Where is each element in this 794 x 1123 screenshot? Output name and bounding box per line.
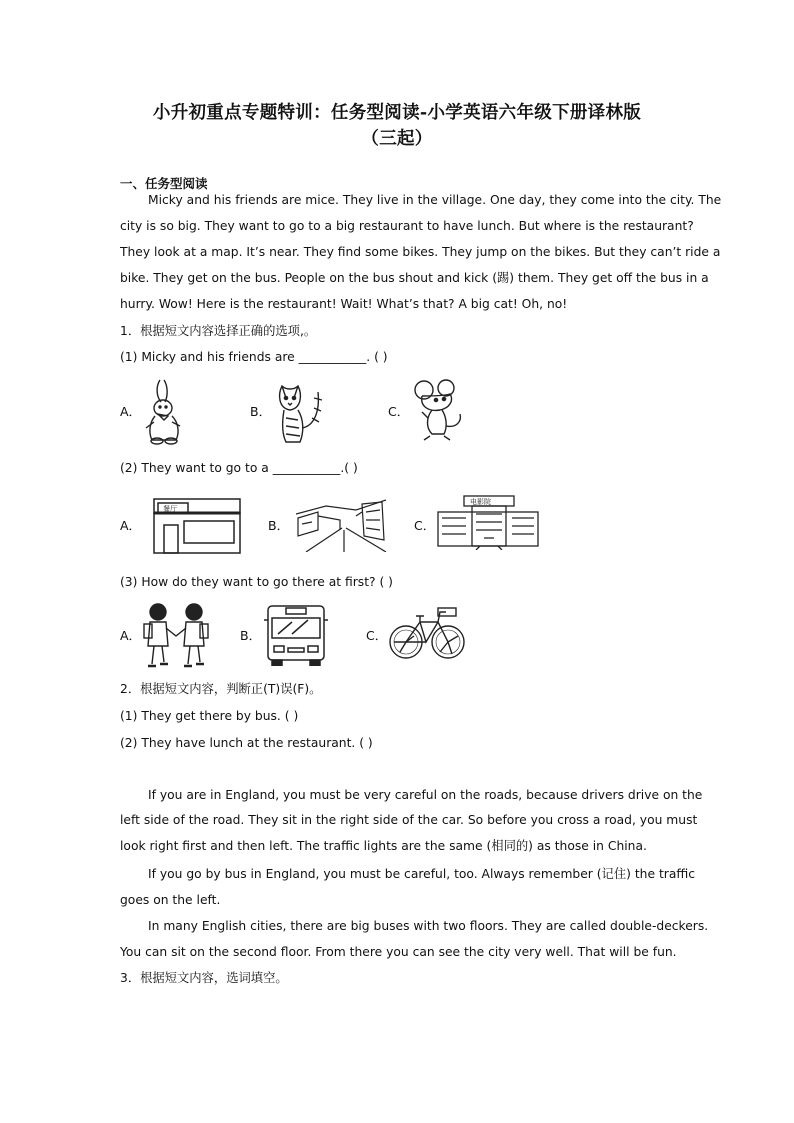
passage-line: If you go by bus in England, you must be careful, too. Always remember (记住) the traffic: [148, 867, 696, 881]
option-letter: C．: [366, 628, 388, 643]
option-letter: C．: [388, 404, 410, 419]
option-letter: B．: [250, 404, 272, 419]
page-title: 小升初重点专题特训：任务型阅读-小学英语六年级下册译林版: [152, 103, 642, 123]
passage-line: goes on the left.: [120, 893, 221, 907]
cat-icon: [274, 378, 326, 446]
passage-line: left side of the road. They sit in the right side of the car. So before you cross a road, you must: [120, 813, 698, 827]
option-letter: A．: [120, 518, 142, 533]
bicycle-icon: [388, 606, 466, 662]
walking-kids-icon: [142, 602, 212, 670]
option-letter: B．: [240, 628, 262, 643]
passage-line: bike. They get on the bus. People on the bus shout and kick (踢) them. They get off the bus in a: [120, 271, 709, 285]
passage-line: Micky and his friends are mice. They live in the village. One day, they come into the city. The: [148, 193, 722, 207]
option-letter: A．: [120, 404, 142, 419]
passage-line: If you are in England, you must be very careful on the roads, because drivers drive on the: [148, 788, 703, 802]
cinema-icon: [436, 494, 540, 550]
option-letter: C．: [414, 518, 436, 533]
section-heading: 一、任务型阅读: [120, 176, 208, 191]
passage-line: They look at a map. It’s near. They find some bikes. They jump on the bikes. But they can’t ride a: [120, 245, 721, 259]
passage-line: city is so big. They want to go to a big restaurant to have lunch. But where is the restaurant?: [120, 219, 694, 233]
restaurant-sign-text: 餐厅: [163, 505, 177, 513]
passage-line: You can sit on the second floor. From there you can see the city very well. That will be fun.: [120, 945, 677, 959]
restaurant-icon: [150, 495, 244, 557]
option-letter: B．: [268, 518, 290, 533]
bus-icon: [262, 604, 330, 666]
question-stem: (3) How do they want to go there at first? ( ): [120, 575, 393, 589]
question-stem: (2) They have lunch at the restaurant. ( ): [120, 736, 373, 750]
page-title-sub: （三起）: [361, 129, 433, 149]
passage-line: hurry. Wow! Here is the restaurant! Wait! What’s that? A big cat! Oh, no!: [120, 297, 568, 311]
question-stem: (2) They want to go to a ___________.( ): [120, 461, 358, 475]
rabbit-icon: [142, 376, 186, 446]
option-letter: A．: [120, 628, 142, 643]
question-instruction: 2．根据短文内容，判断正(T)误(F)。: [120, 682, 322, 696]
mouse-icon: [410, 378, 466, 444]
question-stem: (1) Micky and his friends are ___________. ( ): [120, 350, 388, 364]
question-stem: (1) They get there by bus. ( ): [120, 709, 299, 723]
passage-line: In many English cities, there are big buses with two floors. They are called double-deckers.: [148, 919, 709, 933]
passage-line: look right first and then left. The traffic lights are the same (相同的) as those in China.: [120, 839, 647, 853]
cinema-sign-text: 电影院: [470, 498, 491, 506]
village-road-icon: [296, 496, 390, 552]
question-instruction: 3．根据短文内容，选词填空。: [120, 971, 288, 985]
question-instruction: 1．根据短文内容选择正确的选项,。: [120, 324, 317, 338]
